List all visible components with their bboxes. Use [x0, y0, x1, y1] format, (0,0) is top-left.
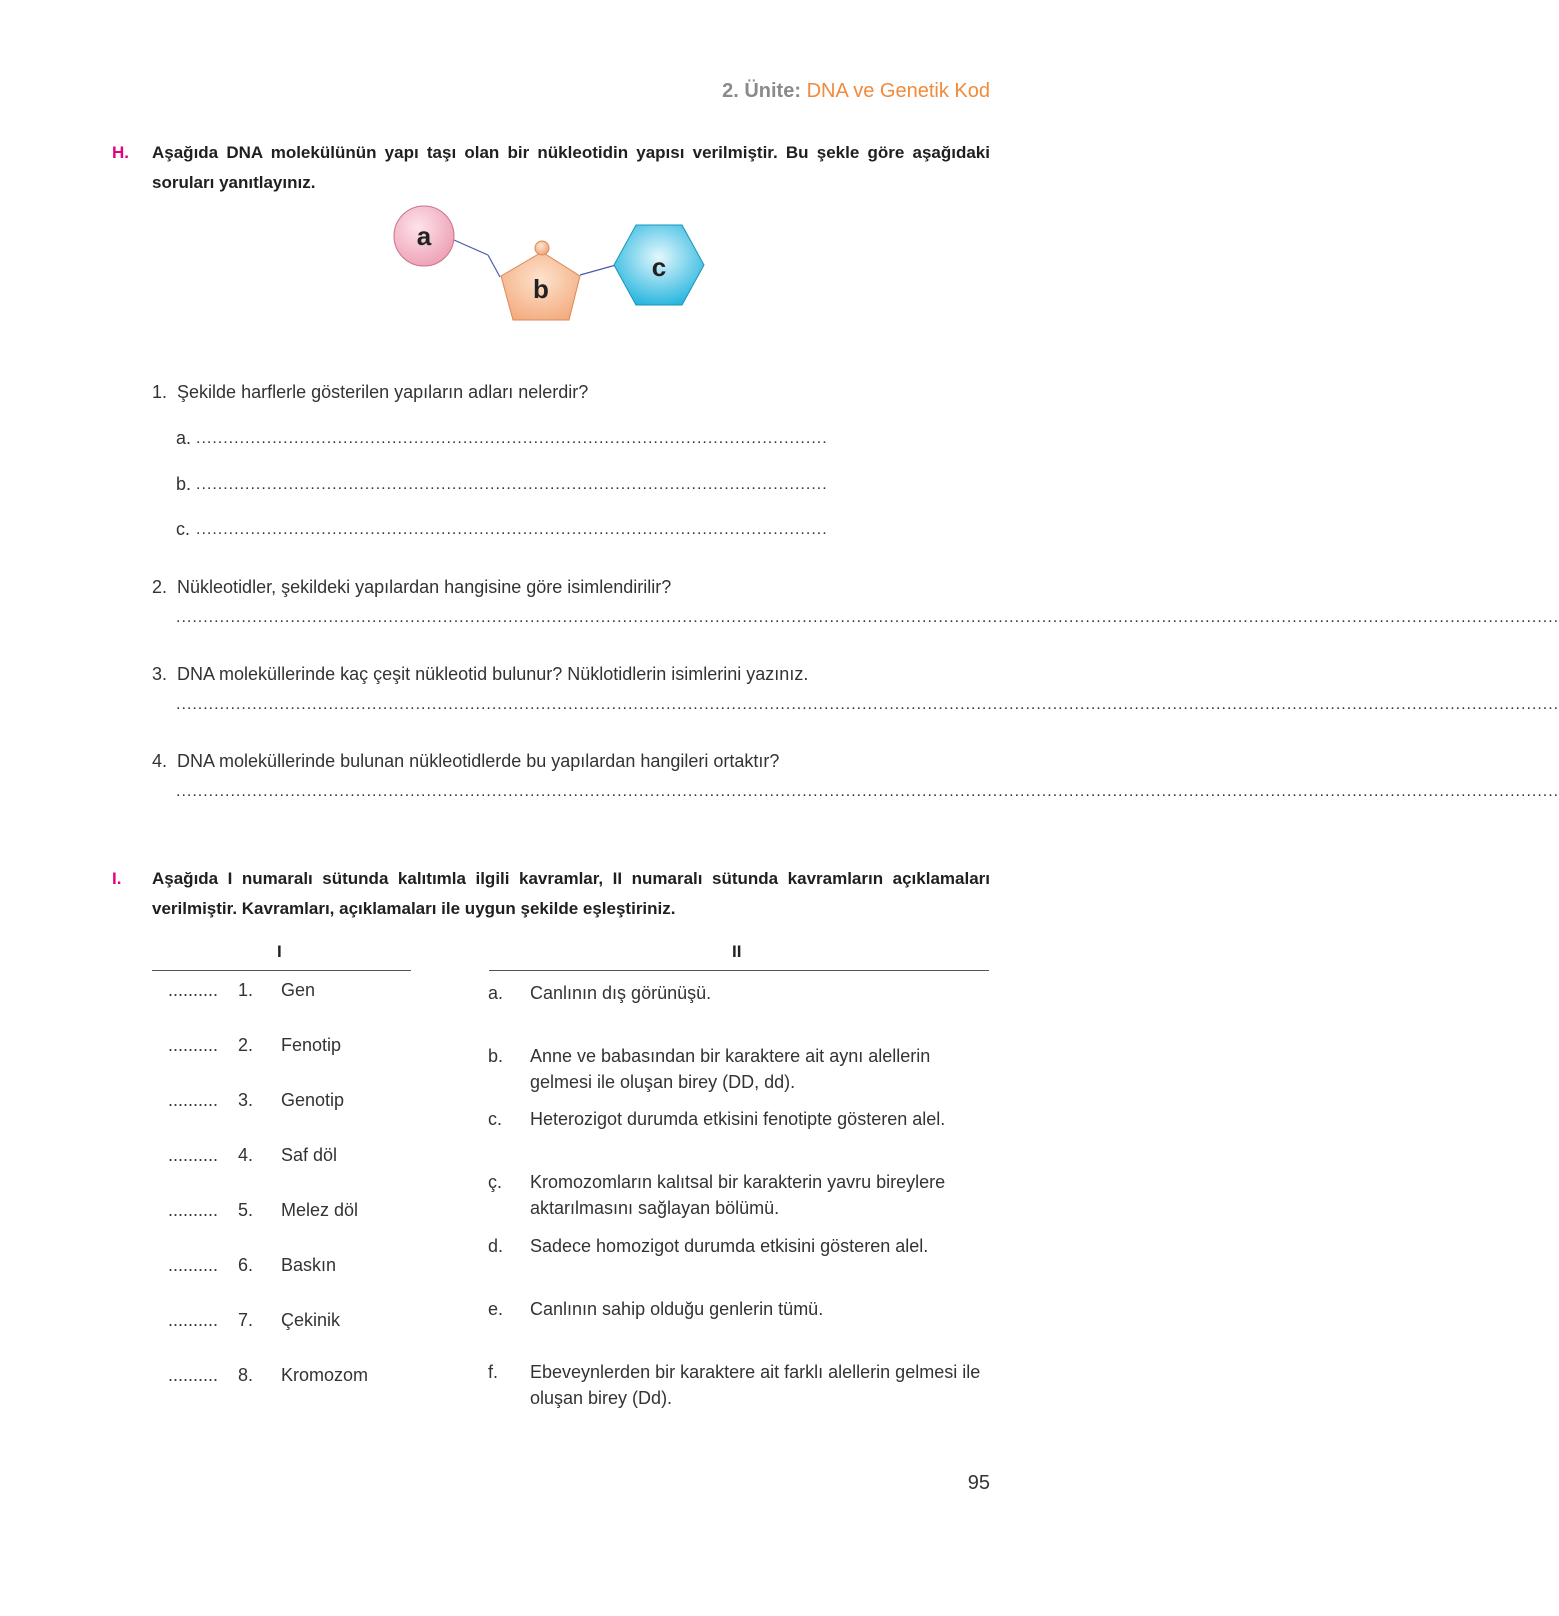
- term-label: Saf döl: [281, 1145, 338, 1165]
- section-i-letter: I.: [112, 869, 122, 888]
- term-label: Kromozom: [281, 1365, 369, 1385]
- answer-2-line[interactable]: ..............................................................................................................................................................................................................................................................: [176, 609, 1559, 626]
- question-2: [152, 577, 671, 598]
- question-3: [152, 664, 808, 685]
- term-label: Baskın: [281, 1255, 337, 1275]
- desc-letter: ç.: [488, 1172, 503, 1192]
- question-number: 4.: [152, 751, 168, 771]
- answer-c-line[interactable]: ....................................................................................................................: [196, 521, 828, 538]
- label-a: a: [416, 221, 432, 251]
- desc-text: Anne ve babasından bir karaktere ait aynı alellerin gelmesi ile oluşan birey (DD, dd).: [530, 1046, 931, 1092]
- question-number: 2.: [152, 577, 168, 597]
- sugar-knob: [535, 241, 549, 255]
- answer-4-line[interactable]: ..............................................................................................................................................................................................................................................................: [176, 783, 1559, 800]
- question-text: Nükleotidler, şekildeki yapılardan hangisine göre isimlendirilir?: [177, 577, 672, 597]
- nucleotide-diagram: [380, 195, 730, 345]
- term-number: 3.: [238, 1090, 254, 1110]
- answer-a-label: a.: [176, 428, 192, 448]
- term-number: 2.: [238, 1035, 254, 1055]
- term-label: Genotip: [281, 1090, 345, 1110]
- match-blank[interactable]: ..........: [168, 980, 219, 1000]
- column-2-header: II: [732, 942, 742, 961]
- term-number: 8.: [238, 1365, 254, 1385]
- match-blank[interactable]: ..........: [168, 1365, 219, 1385]
- desc-letter: c.: [488, 1109, 503, 1129]
- label-b: b: [533, 274, 549, 304]
- question-text: DNA moleküllerinde kaç çeşit nükleotid bulunur? Nüklotidlerin isimlerini yazınız.: [177, 664, 809, 684]
- desc-text: Kromozomların kalıtsal bir karakterin yavru bireylere aktarılmasını sağlayan bölümü.: [530, 1172, 946, 1218]
- term-number: 1.: [238, 980, 254, 1000]
- section-i-instructions: Aşağıda I numaralı sütunda kalıtımla ilgili kavramlar, II numaralı sütunda kavramların açıklamaları verilmiştir. Kavramları, açıklamaları ile uygun şekilde eşleştiriniz.: [152, 869, 990, 918]
- desc-text: Canlının dış görünüşü.: [530, 983, 712, 1003]
- answer-b-line[interactable]: ....................................................................................................................: [196, 476, 828, 493]
- desc-letter: b.: [488, 1046, 504, 1066]
- question-text: Şekilde harflerle gösterilen yapıların adları nelerdir?: [177, 382, 589, 402]
- section-h-instructions: Aşağıda DNA molekülünün yapı taşı olan bir nükleotidin yapısı verilmiştir. Bu şekle göre aşağıdaki soruları yanıtlayınız.: [152, 143, 990, 192]
- answer-b-label: b.: [176, 474, 192, 494]
- desc-text: Canlının sahip olduğu genlerin tümü.: [530, 1299, 824, 1319]
- answer-a-line[interactable]: ....................................................................................................................: [196, 430, 828, 447]
- term-label: Çekinik: [281, 1310, 341, 1330]
- term-number: 7.: [238, 1310, 254, 1330]
- term-number: 5.: [238, 1200, 254, 1220]
- base-bond-line: [580, 265, 616, 275]
- question-4: [152, 751, 779, 772]
- desc-letter: d.: [488, 1236, 504, 1256]
- match-blank[interactable]: ..........: [168, 1200, 219, 1220]
- desc-letter: a.: [488, 983, 504, 1003]
- term-label: Fenotip: [281, 1035, 342, 1055]
- phosphate-bond-line: [454, 240, 488, 255]
- column-1-rule: [152, 970, 411, 971]
- match-blank[interactable]: ..........: [168, 1310, 219, 1330]
- match-blank[interactable]: ..........: [168, 1090, 219, 1110]
- question-number: 3.: [152, 664, 168, 684]
- question-number: 1.: [152, 382, 168, 402]
- unit-header: [722, 80, 990, 103]
- desc-text: Sadece homozigot durumda etkisini gösteren alel.: [530, 1236, 929, 1256]
- answer-c-label: c.: [176, 519, 191, 539]
- page-number: 95: [967, 1472, 990, 1494]
- column-2-rule: [489, 970, 989, 971]
- phosphate-bond-line: [488, 255, 500, 277]
- desc-text: Heterozigot durumda etkisini fenotipte gösteren alel.: [530, 1109, 946, 1129]
- term-number: 4.: [238, 1145, 254, 1165]
- label-c: c: [651, 252, 667, 282]
- term-label: Melez döl: [281, 1200, 359, 1220]
- question-text: DNA moleküllerinde bulunan nükleotidlerde bu yapılardan hangileri ortaktır?: [177, 751, 780, 771]
- match-blank[interactable]: ..........: [168, 1035, 219, 1055]
- match-blank[interactable]: ..........: [168, 1255, 219, 1275]
- unit-label: 2. Ünite:: [722, 80, 801, 102]
- desc-letter: e.: [488, 1299, 504, 1319]
- answer-3-line[interactable]: ..............................................................................................................................................................................................................................................................: [176, 696, 1559, 713]
- desc-letter: f.: [488, 1362, 499, 1382]
- column-1-header: I: [277, 942, 282, 961]
- question-1: [152, 382, 588, 403]
- unit-topic: DNA ve Genetik Kod: [806, 80, 990, 102]
- desc-text: Ebeveynlerden bir karaktere ait farklı alellerin gelmesi ile oluşan birey (Dd).: [530, 1362, 981, 1408]
- section-h-letter: H.: [112, 143, 129, 162]
- term-number: 6.: [238, 1255, 254, 1275]
- match-blank[interactable]: ..........: [168, 1145, 219, 1165]
- term-label: Gen: [281, 980, 316, 1000]
